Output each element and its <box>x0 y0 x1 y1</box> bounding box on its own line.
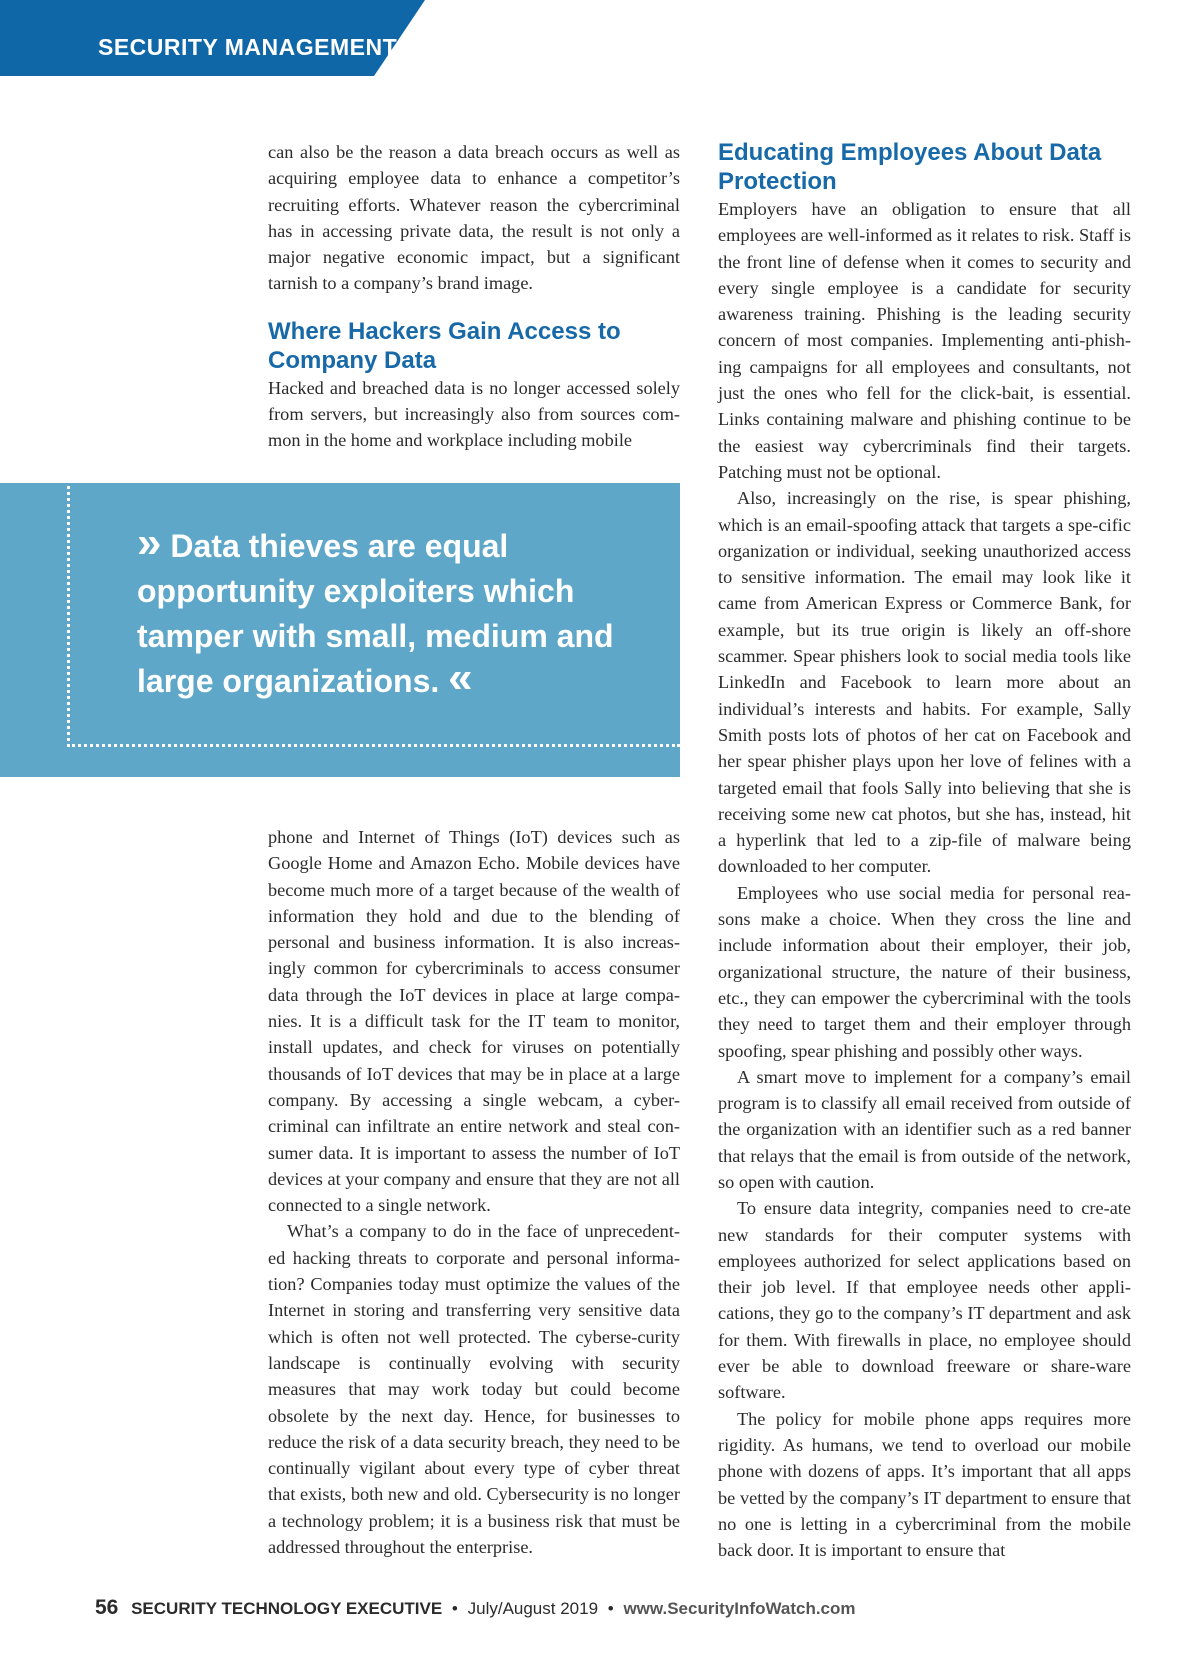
page-footer <box>95 1596 856 1620</box>
page-number: 56 <box>95 1596 119 1619</box>
body-paragraph: can also be the reason a data breach occurs as well as acquiring employee data to enhance a competitor’s recruiting efforts. Whatever reason the cybercriminal has in accessing private data, the result is not only a major negative economic impact, but a significant tarnish to a company’s brand image. <box>268 142 680 294</box>
pull-quote <box>0 483 680 777</box>
issue-date: July/August 2019 <box>467 1599 599 1618</box>
body-paragraph: The policy for mobile phone apps requires more rigidity. As humans, we tend to overload our mobile phone with dozens of apps. It’s important that all apps be vetted by the company’s IT department to ensure that no one is letting in a cybercriminal from the mobile back door. It is important to ensure that <box>718 1408 1131 1561</box>
magazine-title: SECURITY TECHNOLOGY EXECUTIVE <box>131 1599 443 1618</box>
section-title: SECURITY MANAGEMENT <box>98 34 398 60</box>
left-column-top <box>268 139 680 454</box>
body-paragraph: A smart move to implement for a company’s email program is to classify all email received from outside of the organization with an identifier such as a red banner that relays that the email is from outside of the network, so open with caution. <box>718 1066 1131 1192</box>
body-paragraph: Employers have an obligation to ensure that all employees are well-informed as it relates to risk. Staff is the front line of defense when it comes to security and every single employee is a candidate for security awareness training. Phishing is the leading security concern of most companies. Implementing anti-phish-ing campaigns for all employees and consultants, not just the ones who fell for the click-bait, is essential. Links containing malware and phishing continue to be the easiest way cybercriminals find their targets. Patching must not be optional. <box>718 199 1131 482</box>
section-heading: Where Hackers Gain Access to Company Data <box>268 317 621 374</box>
right-column <box>718 138 1131 1563</box>
body-paragraph: phone and Internet of Things (IoT) devices such as Google Home and Amazon Echo. Mobile devices have become much more of a target because of the wealth of information they hold and due to the blending of personal and business information. It is also increas-ingly common for cybercriminals to access consumer data through the IoT devices in place at large compa-nies. It is a difficult task for the IT team to monitor, install updates, and check for viruses on potentially thousands of IoT devices that may be in place at a large company. By accessing a single webcam, a cyber-criminal can infiltrate an entire network and steal con-sumer data. It is important to assess the number of IoT devices at your company and ensure that they are not all connected to a single network. <box>268 827 680 1216</box>
section-heading: Educating Employees About Data Protection <box>718 139 1102 195</box>
website-link[interactable]: www.SecurityInfoWatch.com <box>623 1599 856 1618</box>
left-column-bottom <box>268 824 680 1560</box>
body-paragraph: To ensure data integrity, companies need to cre-ate new standards for their computer systems with employees authorized for select applications based on their job level. If that employee needs other appli-cations, they go to the company’s IT department and ask for them. With firewalls in place, no employee should ever be able to download freeware or share-ware software. <box>718 1198 1131 1403</box>
open-quote-icon: » <box>137 518 162 567</box>
pull-quote-text-block <box>137 518 637 704</box>
close-quote-icon: « <box>448 653 473 702</box>
body-paragraph: Also, increasingly on the rise, is spear phishing, which is an email-spoofing attack that targets a spe-cific organization or individual, seeking unauthorized access to sensitive information. The email may look like it came from American Express or Commerce Bank, for example, but its true origin is likely an off-shore scammer. Spear phishers look to social media tools like LinkedIn and Facebook to learn more about an individual’s interests and habits. For example, Sally Smith posts lots of photos of her cat on Facebook and her spear phisher plays upon her love of felines with a targeted email that fools Sally into believing that she is receiving some new cat photos, but she has, instead, hit a hyperlink that led to a zip-file of malware being downloaded to her computer. <box>718 488 1131 877</box>
pull-quote-text: Data thieves are equal opportunity exploiters which tamper with small, medium and large organizations. <box>137 528 614 699</box>
body-paragraph: Employees who use social media for personal rea-sons make a choice. When they cross the line and include information about their employer, their job, organizational structure, the nature of their business, etc., they can empower the cybercriminal with the tools they need to target them and their employer through spoofing, spear phishing and possibly other ways. <box>718 882 1131 1061</box>
separator-dot: • <box>451 1599 458 1618</box>
body-paragraph: Hacked and breached data is no longer accessed solely from servers, but increasingly also from sources com-mon in the home and workplace including mobile <box>268 377 680 451</box>
body-paragraph: What’s a company to do in the face of unprecedent-ed hacking threats to corporate and personal informa-tion? Companies today must optimize the values of the Internet in storing and transferring very sensitive data which is often not well protected. The cyberse-curity landscape is continually evolving with security measures that may work today but could become obsolete by the next day. Hence, for businesses to reduce the risk of a data security breach, they need to be continually vigilant about every type of cyber threat that exists, both new and old. Cybersecurity is no longer a technology problem; it is a business risk that must be addressed throughout the enterprise. <box>268 1221 680 1558</box>
separator-dot: • <box>607 1599 614 1618</box>
